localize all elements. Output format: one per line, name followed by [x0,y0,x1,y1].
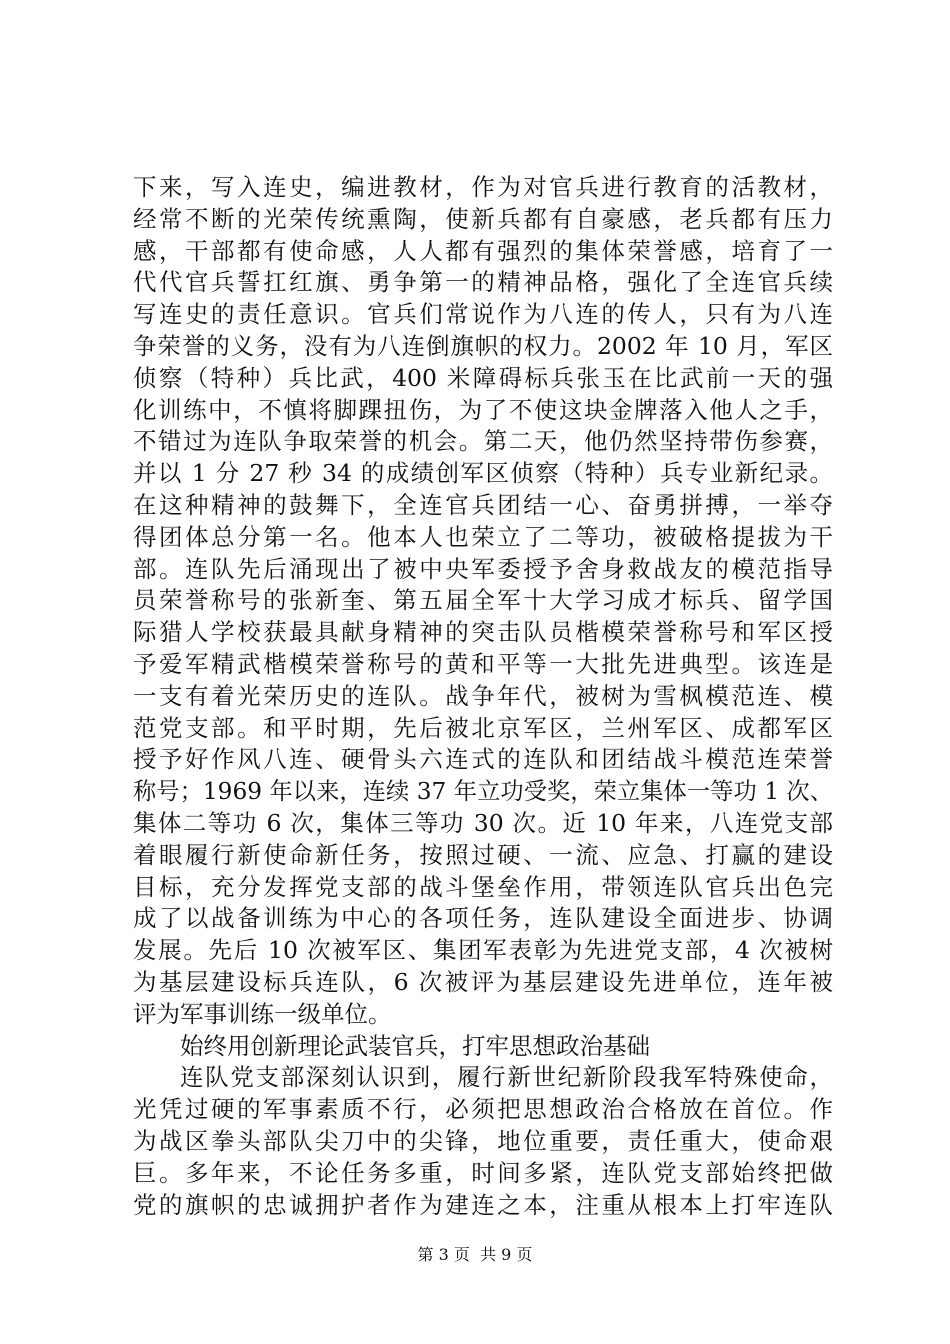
text-line: 并以 1 分 27 秒 34 的成绩创军区侦察（特种）兵专业新纪录。 [133,459,833,488]
text-line: 着眼履行新使命新任务，按照过硬、一流、应急、打赢的建设 [133,840,833,869]
text-line: 员荣誉称号的张新奎、第五届全军十大学习成才标兵、留学国 [133,586,833,615]
text-line: 连队党支部深刻认识到，履行新世纪新阶段我军特殊使命， [180,1063,833,1092]
text-line: 范党支部。和平时期，先后被北京军区，兰州军区、成都军区 [133,713,833,742]
text-line: 得团体总分第一名。他本人也荣立了二等功，被破格提拔为干 [133,522,833,551]
text-line: 感，干部都有使命感，人人都有强烈的集体荣誉感，培育了一 [133,236,833,265]
text-line: 侦察（特种）兵比武，400 米障碍标兵张玉在比武前一天的强 [133,363,833,392]
text-line: 集体二等功 6 次，集体三等功 30 次。近 10 年来，八连党支部 [133,808,833,837]
text-line: 不错过为连队争取荣誉的机会。第二天，他仍然坚持带伤参赛， [133,427,833,456]
body-text [133,172,833,1221]
text-line: 下来，写入连史，编进教材，作为对官兵进行教育的活教材， [133,173,833,201]
text-line: 为基层建设标兵连队，6 次被评为基层建设先进单位，连年被 [133,967,833,996]
text-line: 化训练中，不慎将脚踝扭伤，为了不使这块金牌落入他人之手， [133,395,833,424]
text-line: 予爱军精武楷模荣誉称号的黄和平等一大批先进典型。该连是 [133,649,833,678]
text-line: 党的旗帜的忠诚拥护者作为建连之本，注重从根本上打牢连队 [133,1190,833,1219]
text-line: 光凭过硬的军事素质不行，必须把思想政治合格放在首位。作 [133,1095,833,1124]
text-line: 际猎人学校获最具献身精神的突击队员楷模荣誉称号和军区授 [133,618,833,647]
text-line: 目标，充分发挥党支部的战斗堡垒作用，带领连队官兵出色完 [133,872,833,901]
text-line: 一支有着光荣历史的连队。战争年代，被树为雪枫模范连、模 [133,681,833,710]
text-line: 为战区拳头部队尖刀中的尖锋，地位重要，责任重大，使命艰 [133,1126,833,1155]
paragraph-2 [133,1062,833,1221]
text-line: 评为军事训练一级单位。 [133,999,392,1028]
text-line: 代代官兵誓扛红旗、勇争第一的精神品格，强化了全连官兵续 [133,268,833,297]
text-line: 称号；1969 年以来，连续 37 年立功受奖，荣立集体一等功 1 次、 [133,778,833,806]
text-line: 写连史的责任意识。官兵们常说作为八连的传人，只有为八连 [133,300,833,329]
page-footer: 第 3 页 共 9 页 [417,1245,533,1264]
text-line: 部。连队先后涌现出了被中央军委授予舍身救战友的模范指导 [133,554,833,583]
text-line: 巨。多年来，不论任务多重，时间多紧，连队党支部始终把做 [133,1158,833,1187]
text-line: 发展。先后 10 次被军区、集团军表彰为先进党支部，4 次被树 [133,936,833,965]
text-line: 授予好作风八连、硬骨头六连式的连队和团结战斗模范连荣誉 [133,745,833,774]
text-line: 成了以战备训练为中心的各项任务，连队建设全面进步、协调 [133,904,833,933]
text-line: 争荣誉的义务，没有为八连倒旗帜的权力。2002 年 10 月，军区 [133,331,833,360]
text-line: 经常不断的光荣传统熏陶，使新兵都有自豪感，老兵都有压力 [133,204,833,233]
section-heading: 始终用创新理论武装官兵，打牢思想政治基础 [180,1031,650,1060]
text-line: 在这种精神的鼓舞下，全连官兵团结一心、奋勇拼搏，一举夺 [133,490,833,519]
paragraph-1 [133,172,833,1031]
